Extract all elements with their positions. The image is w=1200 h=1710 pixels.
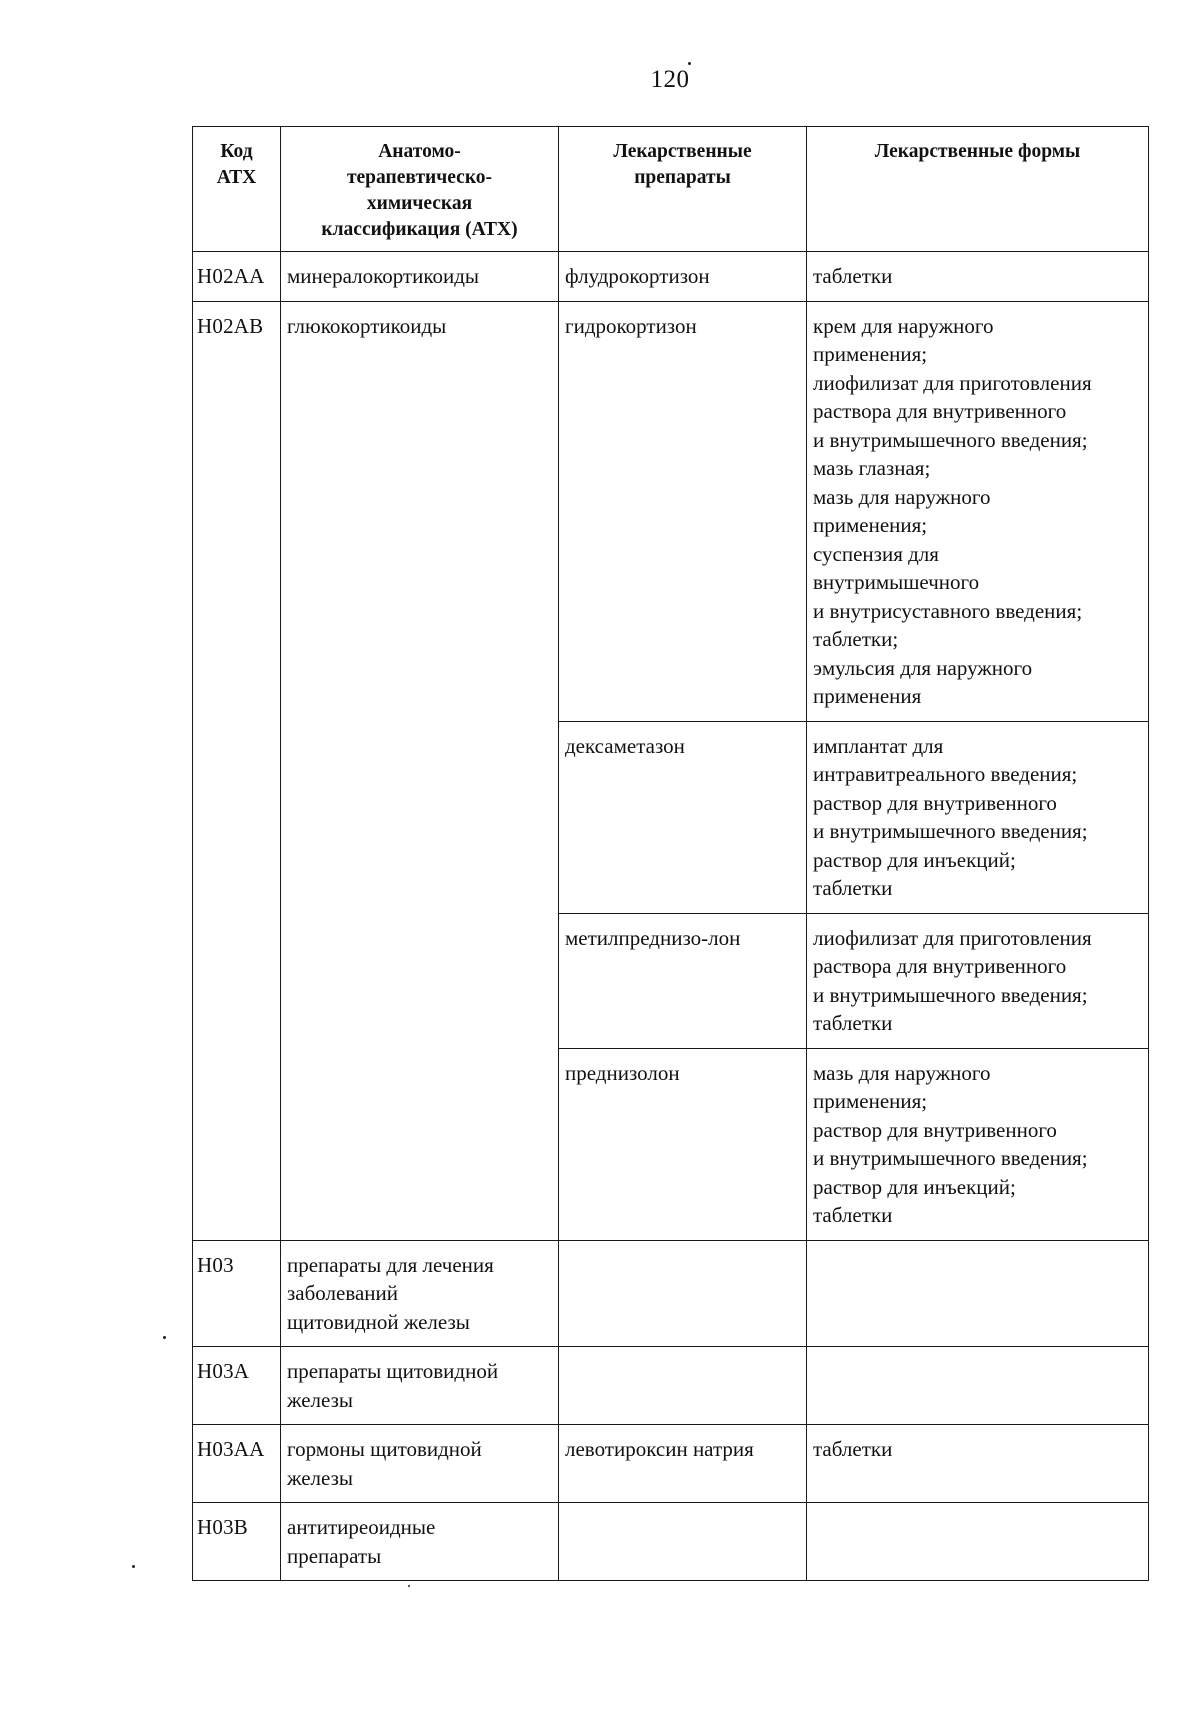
drug-name: метилпреднизо-лон [559, 913, 807, 1048]
drug-name: гидрокортизон [559, 301, 807, 721]
header-classification: Анатомо- терапевтическо- химическая классификация (АТХ) [281, 127, 559, 252]
atc-code: H03 [193, 1240, 281, 1347]
drug-name-empty [559, 1503, 807, 1581]
header-forms: Лекарственные формы [807, 127, 1149, 252]
scan-speck [688, 62, 691, 65]
atc-code: H02AB [193, 301, 281, 1240]
atc-classification: препараты щитовидной железы [281, 1347, 559, 1425]
header-drugs: Лекарственные препараты [559, 127, 807, 252]
table-row [193, 1503, 1149, 1581]
dosage-forms: таблетки [807, 252, 1149, 302]
drug-name: преднизолон [559, 1048, 807, 1240]
table-row [193, 301, 1149, 721]
dosage-forms-empty [807, 1347, 1149, 1425]
dosage-forms: таблетки [807, 1425, 1149, 1503]
atc-drug-table [192, 126, 1149, 1581]
drug-name: дексаметазон [559, 721, 807, 913]
atc-classification: гормоны щитовидной железы [281, 1425, 559, 1503]
atc-code: H03AA [193, 1425, 281, 1503]
atc-code: H03A [193, 1347, 281, 1425]
atc-code: H03B [193, 1503, 281, 1581]
dosage-forms-empty [807, 1503, 1149, 1581]
header-code: Код АТХ [193, 127, 281, 252]
atc-classification: антитиреоидные препараты [281, 1503, 559, 1581]
scan-speck [163, 1336, 166, 1339]
drug-name-empty [559, 1347, 807, 1425]
dosage-forms: крем для наружного применения; лиофилизат для приготовления раствора для внутривенного и внутримышечного введения; мазь глазная; мазь для наружного применения; суспензия для внутримышечного и внутрисуставного введения; таблетки; эмульсия для наружного применения [807, 301, 1149, 721]
atc-classification: препараты для лечения заболеваний щитовидной железы [281, 1240, 559, 1347]
dosage-forms: имплантат для интравитреального введения; раствор для внутривенного и внутримышечного введения; раствор для инъекций; таблетки [807, 721, 1149, 913]
dosage-forms: мазь для наружного применения; раствор для внутривенного и внутримышечного введения; раствор для инъекций; таблетки [807, 1048, 1149, 1240]
dosage-forms-empty [807, 1240, 1149, 1347]
page-number: 120 [650, 66, 690, 93]
drug-name: левотироксин натрия [559, 1425, 807, 1503]
dosage-forms: лиофилизат для приготовления раствора для внутривенного и внутримышечного введения; таблетки [807, 913, 1149, 1048]
atc-classification: минералокортикоиды [281, 252, 559, 302]
table-row [193, 1347, 1149, 1425]
drug-name-empty [559, 1240, 807, 1347]
atc-code: H02AA [193, 252, 281, 302]
scan-speck [132, 1565, 135, 1568]
atc-classification: глюкокортикоиды [281, 301, 559, 1240]
table-row [193, 1425, 1149, 1503]
scan-speck [408, 1585, 410, 1587]
drug-name: флудрокортизон [559, 252, 807, 302]
table-row [193, 252, 1149, 302]
table-row [193, 1240, 1149, 1347]
table-header-row [193, 127, 1149, 252]
